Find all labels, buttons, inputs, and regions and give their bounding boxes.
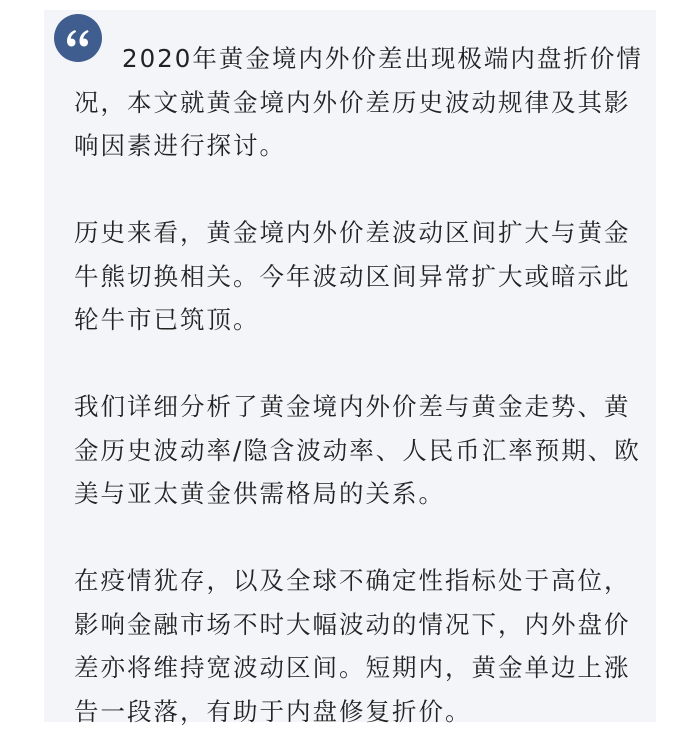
summary-paragraph-2: 历史来看，黄金境内外价差波动区间扩大与黄金牛熊切换相关。今年波动区间异常扩大或暗示此轮牛市已筑顶。: [74, 218, 631, 334]
summary-paragraph-4: 在疫情犹存，以及全球不确定性指标处于高位，影响金融市场不时大幅波动的情况下，内外盘价差亦将维持宽波动区间。短期内，黄金单边上涨告一段落，有助于内盘修复折价。: [74, 566, 631, 726]
article-summary: [74, 37, 644, 733]
summary-paragraph-1: 2020年黄金境内外价差出现极端内盘折价情况，本文就黄金境内外价差历史波动规律及其影响因素进行探讨。: [74, 44, 643, 160]
summary-paragraph-3: 我们详细分析了黄金境内外价差与黄金走势、黄金历史波动率/隐含波动率、人民币汇率预期、欧美与亚太黄金供需格局的关系。: [74, 392, 641, 508]
